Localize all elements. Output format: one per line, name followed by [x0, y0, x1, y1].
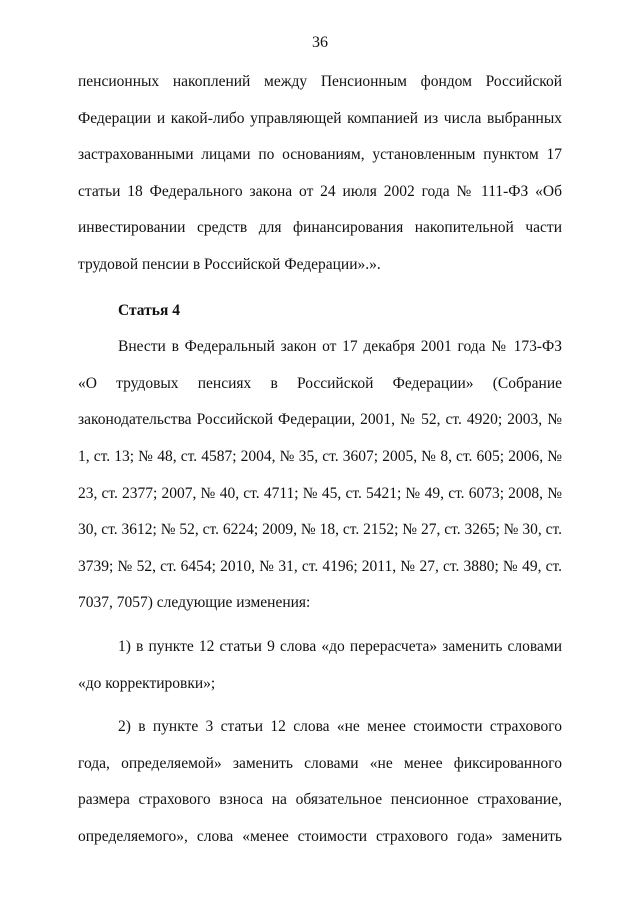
paragraph-item-2: 2) в пункте 3 статьи 12 слова «не менее стоимости страхового года, определяемой» заменить словами «не менее фиксированного размера страхового взноса на обязательное пенсионное страхование, определяемого», слова «менее стоимости страхового года» заменить — [78, 718, 562, 845]
page-number: 36 — [312, 34, 328, 51]
paragraph-article-intro: Внести в Федеральный закон от 17 декабря 2001 года № 173-ФЗ «О трудовых пенсиях в Российской Федерации» (Собрание законодательства Российской Федерации, 2001, № 52, ст. 4920; 2003, № 1, ст. 13; № 48, ст. 4587; 2004, № 35, ст. 3607; 2005, № 8, ст. 605; 2006, № 23, ст. 2377; 2007, № 40, ст. 4711; № 45, ст. 5421; № 49, ст. 6073; 2008, № 30, ст. 3612; № 52, ст. 6224; 2009, № 18, ст. 2152; № 27, ст. 3265; № 30, ст. 3739; № 52, ст. 6454; 2010, № 31, ст. 4196; 2011, № 27, ст. 3880; № 49, ст. 7037, 7057) следующие изменения: — [78, 338, 562, 612]
article-heading: Статья 4 — [118, 301, 180, 319]
paragraph-continuation: пенсионных накоплений между Пенсионным фондом Российской Федерации и какой-либо управляющей компанией из числа выбранных застрахованными лицами по основаниям, установленным пунктом 17 статьи 18 Федерального закона от 24 июля 2002 года № 111-ФЗ «Об инвестировании средств для финансирования накопительной части трудовой пенсии в Российской Федерации».». — [78, 73, 562, 273]
document-body — [78, 64, 562, 855]
paragraph-item-1: 1) в пункте 12 статьи 9 слова «до перерасчета» заменить словами «до корректировки»; — [78, 637, 562, 692]
